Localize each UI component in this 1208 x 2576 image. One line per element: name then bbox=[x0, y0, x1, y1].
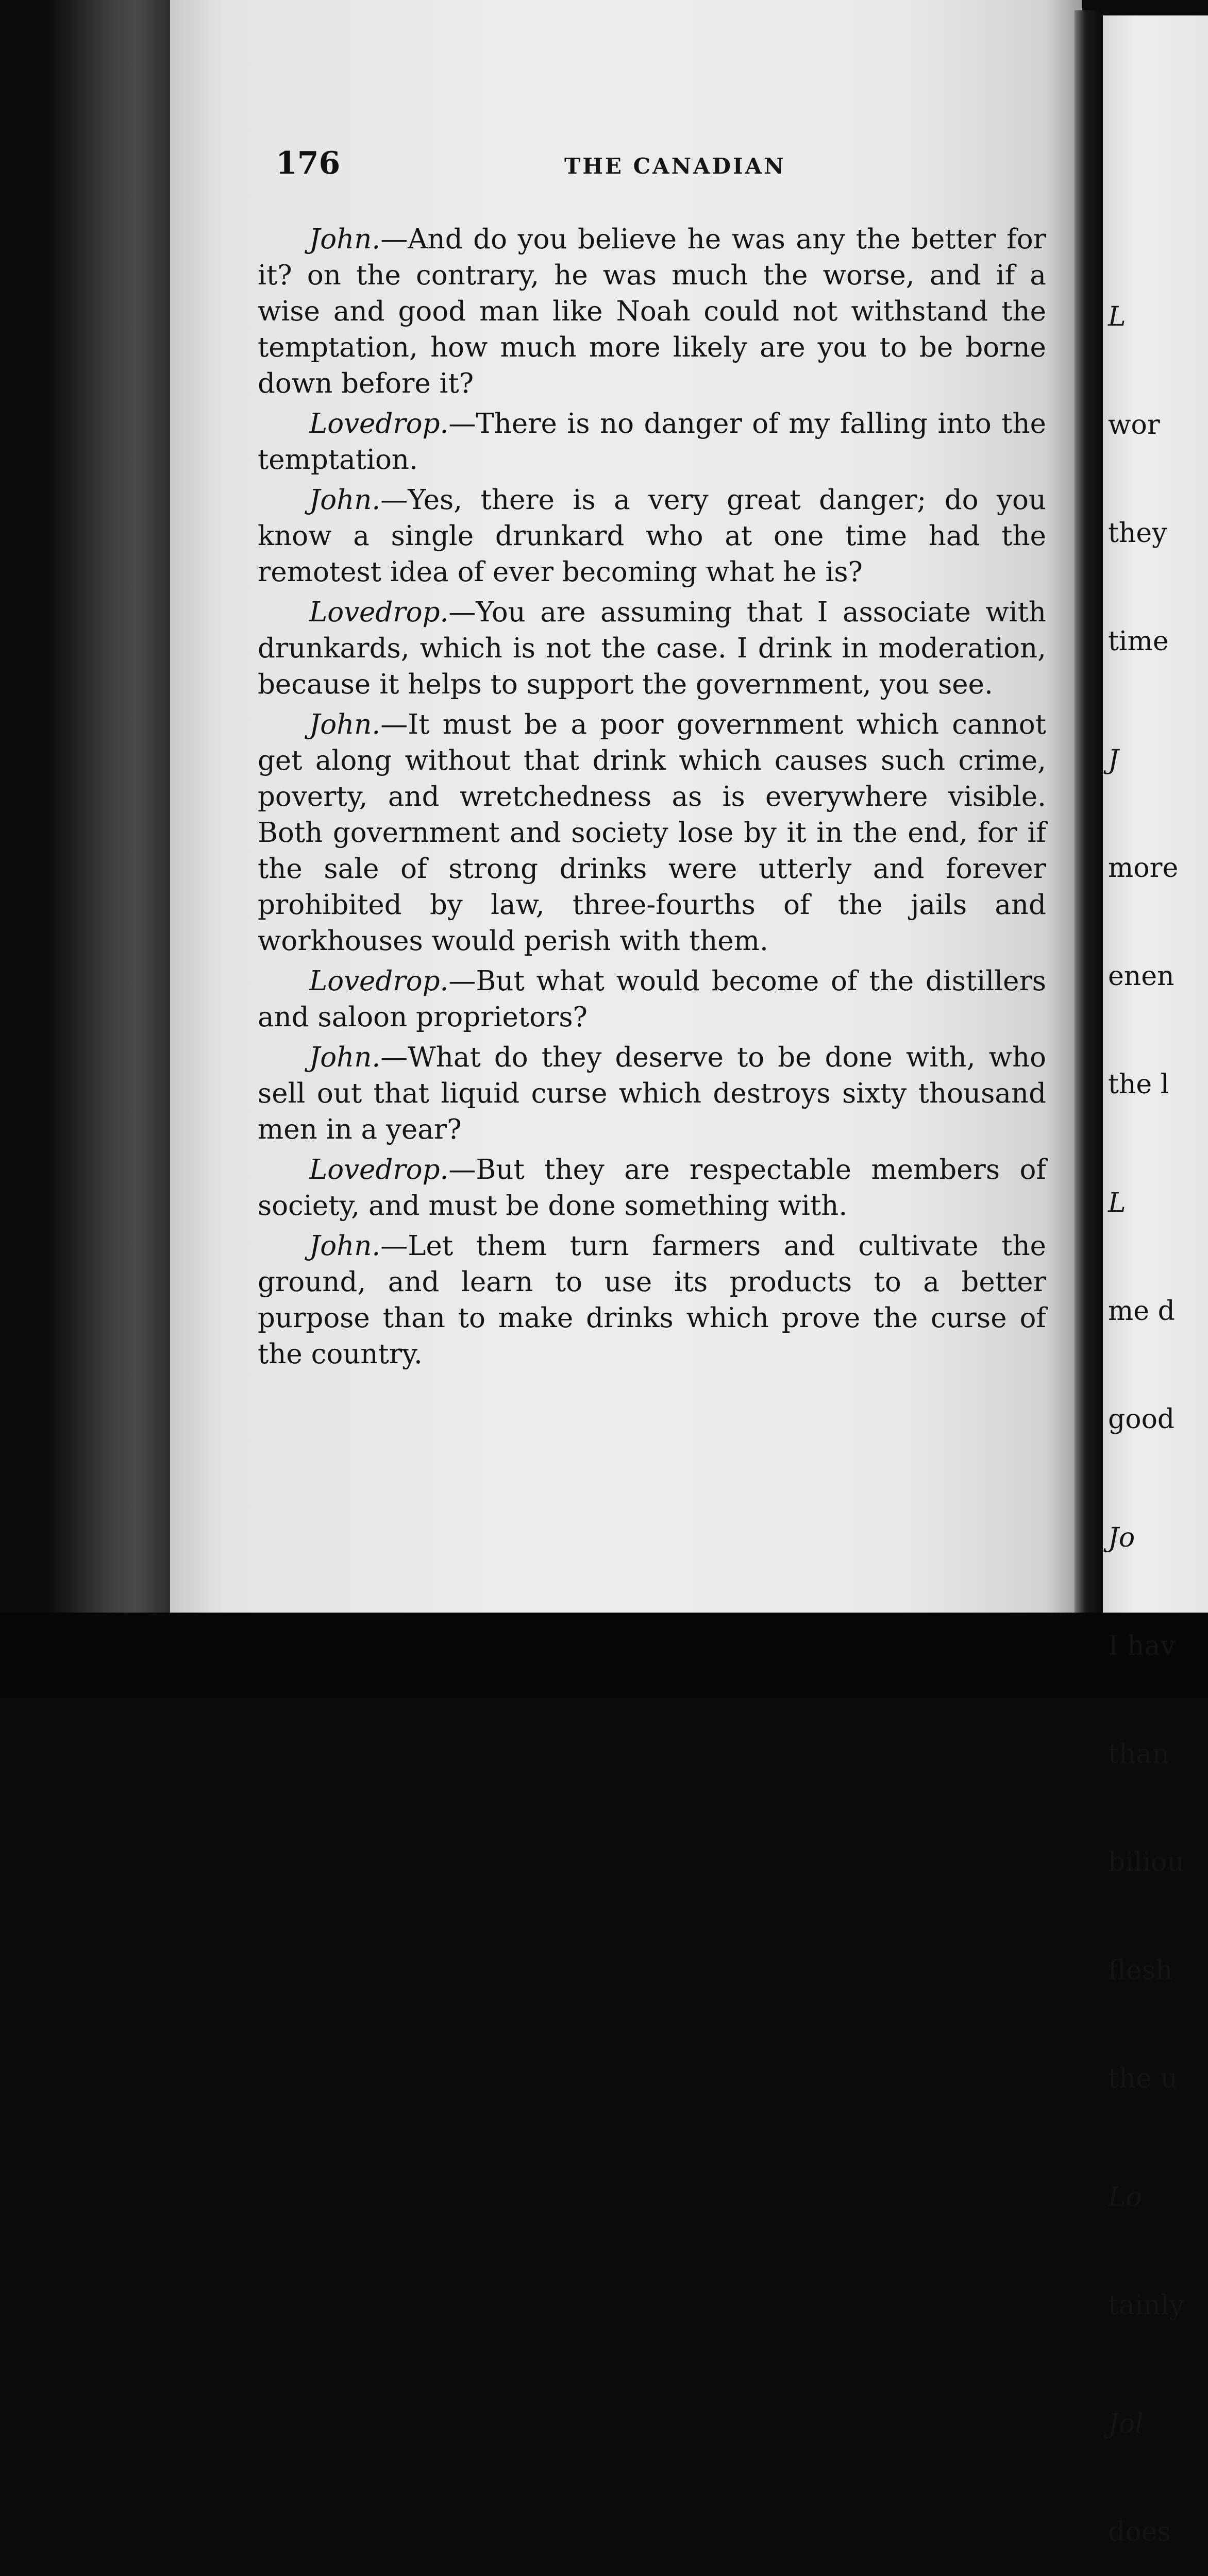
paragraph bbox=[258, 1152, 1046, 1224]
facing-line: they bbox=[1108, 518, 1167, 549]
facing-line: more bbox=[1108, 853, 1179, 884]
facing-line: Jol bbox=[1108, 2409, 1144, 2439]
speaker-name: Lovedrop. bbox=[309, 965, 449, 997]
paragraph bbox=[258, 963, 1046, 1036]
paragraph bbox=[258, 1228, 1046, 1372]
page-header bbox=[276, 145, 1044, 187]
facing-line: does bbox=[1108, 2517, 1171, 2548]
facing-line: biliou bbox=[1108, 1847, 1184, 1878]
paragraph-text: —Yes, there is a very great danger; do you know a single drunkard who at one time had the remotest idea of ever becoming what he is? bbox=[258, 484, 1046, 588]
facing-line: L bbox=[1108, 301, 1126, 332]
facing-line: than bbox=[1108, 1739, 1169, 1770]
speaker-name: John. bbox=[309, 1042, 381, 1073]
paragraph-text: —And do you believe he was any the better for it? on the contrary, he was much the worse, and if a wise and good man like Noah could not withstand the temptation, how much more likely are you to be borne down before it? bbox=[258, 224, 1046, 399]
speaker-name: John. bbox=[309, 1230, 381, 1262]
running-head: THE CANADIAN bbox=[564, 154, 786, 179]
facing-line: the l bbox=[1108, 1069, 1169, 1100]
paragraph-text: —Let them turn farmers and cultivate the ground, and learn to use its products to a better purpose than to make drinks which prove the curse of the country. bbox=[258, 1230, 1046, 1370]
facing-line: good bbox=[1108, 1404, 1175, 1435]
facing-line: Jo bbox=[1108, 1522, 1135, 1553]
facing-line: tainly bbox=[1108, 2290, 1185, 2321]
facing-line: Lo bbox=[1108, 2182, 1142, 2213]
paragraph-text: —There is no danger of my falling into the temptation. bbox=[258, 408, 1046, 476]
paragraph bbox=[258, 222, 1046, 402]
paragraph-text: —It must be a poor government which cannot get along without that drink which causes such crime, poverty, and wretchedness as is everywhere visible. Both government and society lose by it in the end, for if the sale of strong drinks were utterly and forever prohibited by law, three-fourths of the jails and workhouses would perish with them. bbox=[258, 709, 1046, 957]
speaker-name: Lovedrop. bbox=[309, 408, 449, 439]
facing-line: J bbox=[1108, 744, 1119, 775]
paragraph-text: —You are assuming that I associate with drunkards, which is not the case. I drink in moderation, because it helps to support the government, you see. bbox=[258, 597, 1046, 700]
paragraph bbox=[258, 707, 1046, 959]
facing-line: L bbox=[1108, 1188, 1126, 1218]
paragraph-text: —But what would become of the distillers and saloon proprietors? bbox=[258, 965, 1046, 1033]
paragraph-text: —But they are respectable members of society, and must be done something with. bbox=[258, 1154, 1046, 1222]
speaker-name: John. bbox=[309, 709, 381, 740]
scan-background bbox=[0, 1613, 1208, 1698]
speaker-name: John. bbox=[309, 484, 381, 516]
paragraph bbox=[258, 406, 1046, 478]
speaker-name: Lovedrop. bbox=[309, 597, 449, 628]
paragraph bbox=[258, 595, 1046, 703]
page-number: 176 bbox=[276, 145, 341, 181]
book-spine-shadow bbox=[45, 0, 174, 1698]
page-body bbox=[258, 222, 1046, 1377]
facing-line: the u bbox=[1108, 2063, 1178, 2094]
facing-line: time bbox=[1108, 626, 1169, 657]
facing-line: I hav bbox=[1108, 1631, 1176, 1662]
paragraph-text: —What do they deserve to be done with, who sell out that liquid curse which destroys sixty thousand men in a year? bbox=[258, 1042, 1046, 1145]
paragraph bbox=[258, 482, 1046, 590]
paragraph bbox=[258, 1040, 1046, 1148]
facing-page-text bbox=[1108, 227, 1208, 2576]
facing-line: enen bbox=[1108, 961, 1175, 992]
facing-line: wor bbox=[1108, 410, 1160, 440]
facing-line: me d bbox=[1108, 1296, 1175, 1327]
facing-line: flesh bbox=[1108, 1955, 1173, 1986]
speaker-name: Lovedrop. bbox=[309, 1154, 449, 1185]
book-gutter bbox=[1075, 10, 1103, 1698]
speaker-name: John. bbox=[309, 224, 381, 255]
